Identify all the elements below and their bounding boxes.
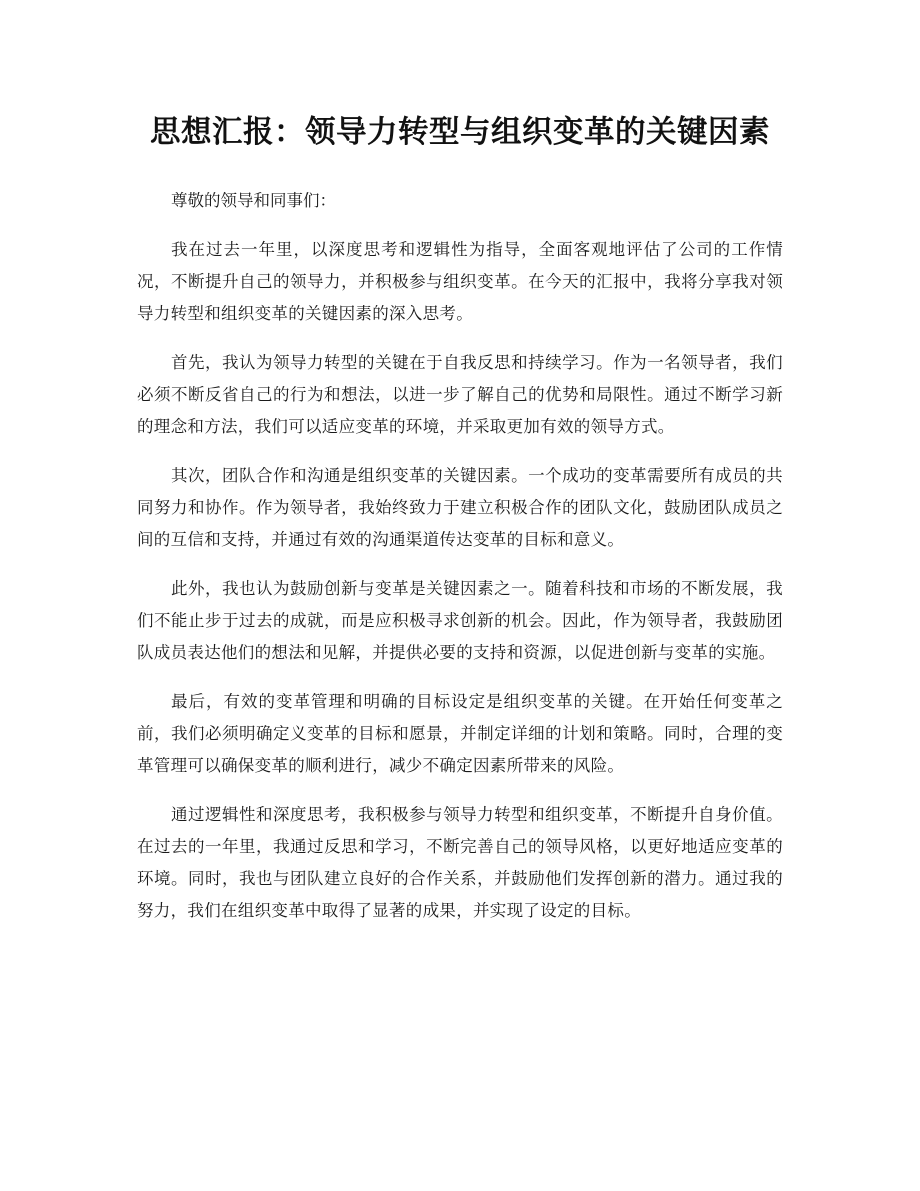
greeting: 尊敬的领导和同事们： [171, 191, 336, 210]
paragraph-3: 其次，团队合作和沟通是组织变革的关键因素。一个成功的变革需要所有成员的共同努力和协作。作为领导者，我始终致力于建立积极合作的团队文化，鼓励团队成员之间的互信和支持，并通过有效的沟通渠道传达变革的目标和意义。 [137, 466, 783, 549]
document-title: 思想汇报：领导力转型与组织变革的关键因素 [150, 115, 770, 150]
paragraph-2: 首先，我认为领导力转型的关键在于自我反思和持续学习。作为一名领导者，我们必须不断反省自己的行为和想法，以进一步了解自己的优势和局限性。通过不断学习新的理念和方法，我们可以适应变革的环境，并采取更加有效的领导方式。 [137, 353, 783, 436]
paragraph-1: 我在过去一年里，以深度思考和逻辑性为指导，全面客观地评估了公司的工作情况，不断提升自己的领导力，并积极参与组织变革。在今天的汇报中，我将分享我对领导力转型和组织变革的关键因素的深入思考。 [137, 240, 783, 323]
paragraph-4: 此外，我也认为鼓励创新与变革是关键因素之一。随着科技和市场的不断发展，我们不能止步于过去的成就，而是应积极寻求创新的机会。因此，作为领导者，我鼓励团队成员表达他们的想法和见解，并提供必要的支持和资源，以促进创新与变革的实施。 [137, 579, 783, 662]
paragraph-5: 最后，有效的变革管理和明确的目标设定是组织变革的关键。在开始任何变革之前，我们必须明确定义变革的目标和愿景，并制定详细的计划和策略。同时，合理的变革管理可以确保变革的顺利进行，减少不确定因素所带来的风险。 [137, 692, 783, 775]
paragraph-6: 通过逻辑性和深度思考，我积极参与领导力转型和组织变革，不断提升自身价值。在过去的一年里，我通过反思和学习，不断完善自己的领导风格，以更好地适应变革的环境。同时，我也与团队建立良好的合作关系，并鼓励他们发挥创新的潜力。通过我的努力，我们在组织变革中取得了显著的成果，并实现了设定的目标。 [137, 805, 783, 920]
